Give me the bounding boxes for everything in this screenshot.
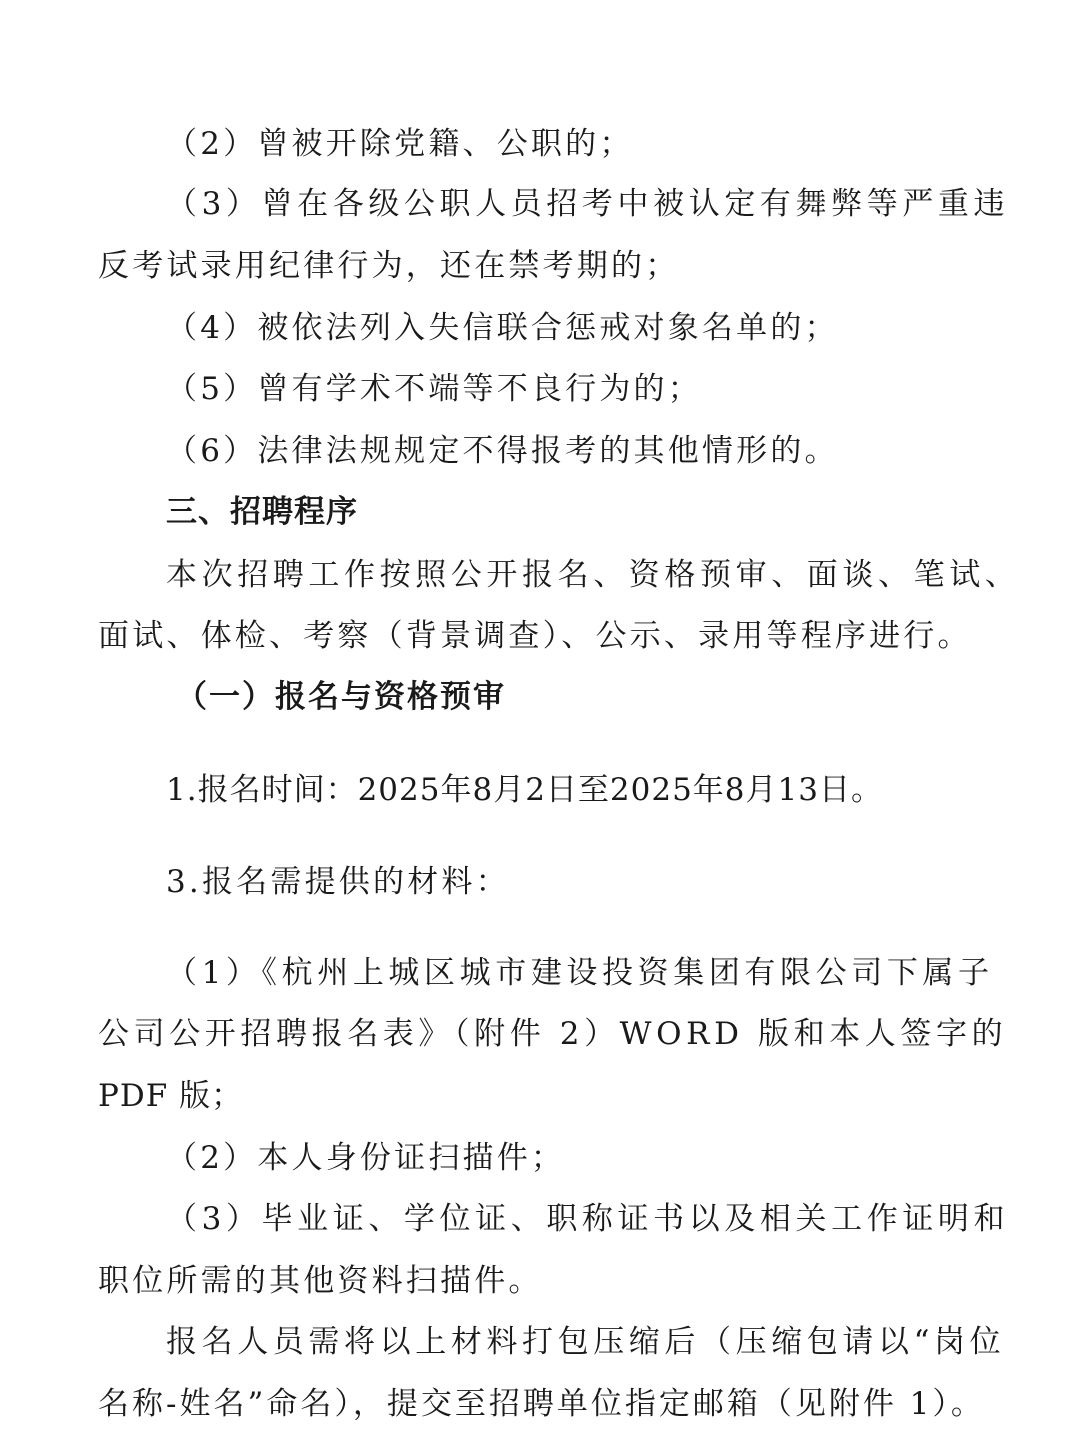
- list-item-3-line-2: 反考试录用纪律行为，还在禁考期的；: [98, 248, 680, 284]
- list-item-4: （4）被依法列入失信联合惩戒对象名单的；: [166, 310, 839, 346]
- subsection-heading: （一）报名与资格预审: [176, 679, 506, 715]
- material-3-line-2: 职位所需的其他资料扫描件。: [98, 1263, 543, 1299]
- material-2: （2）本人身份证扫描件；: [166, 1140, 566, 1176]
- list-item-5: （5）曾有学术不端等不良行为的；: [166, 371, 702, 407]
- material-1-line-1: （1）《杭州上城区城市建设投资集团有限公司下属子: [166, 955, 994, 991]
- materials-heading: 3.报名需提供的材料：: [166, 864, 510, 900]
- section-intro-line-1: 本次招聘工作按照公开报名、资格预审、面谈、笔试、: [166, 557, 1021, 593]
- registration-time: 1.报名时间：2025年8月2日至2025年8月13日。: [166, 772, 883, 808]
- list-item-6: （6）法律法规规定不得报考的其他情形的。: [166, 433, 839, 469]
- section-intro-line-2: 面试、体检、考察（背景调查）、公示、录用等程序进行。: [98, 618, 972, 654]
- list-item-3-line-1: （3）曾在各级公职人员招考中被认定有舞弊等严重违: [166, 186, 1010, 222]
- submission-line-2: 名称-姓名”命名），提交至招聘单位指定邮箱（见附件 1）。: [98, 1386, 985, 1422]
- material-1-line-2: 公司公开招聘报名表》（附件 2）WORD 版和本人签字的: [98, 1016, 1008, 1052]
- material-3-line-1: （3）毕业证、学位证、职称证书以及相关工作证明和: [166, 1201, 1010, 1237]
- material-1-line-3: PDF 版；: [98, 1078, 244, 1114]
- list-item-2: （2）曾被开除党籍、公职的；: [166, 126, 634, 162]
- section-heading: 三、招聘程序: [166, 494, 358, 530]
- submission-line-1: 报名人员需将以上材料打包压缩后（压缩包请以“岗位: [166, 1324, 1006, 1360]
